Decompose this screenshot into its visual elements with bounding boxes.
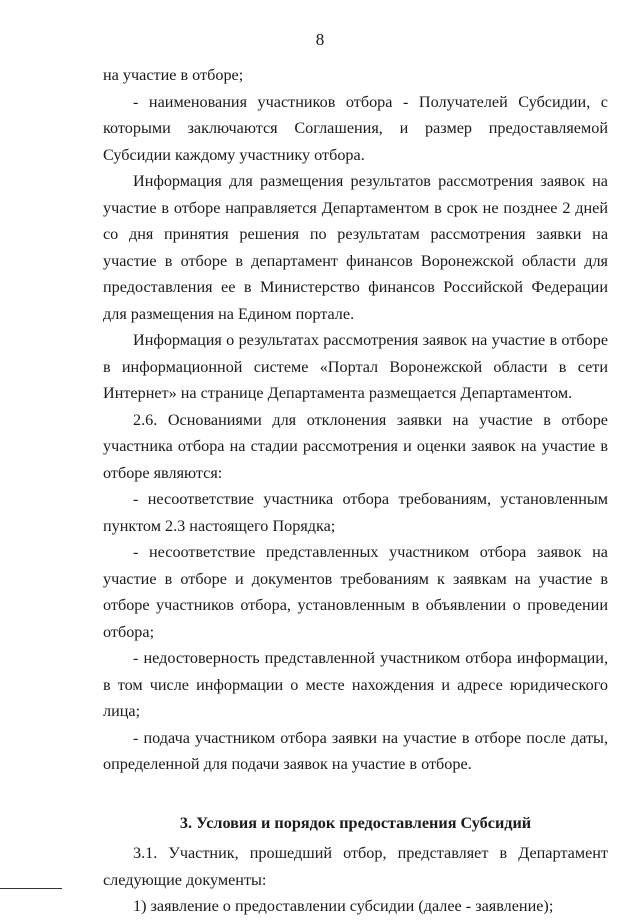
paragraph: 2.6. Основаниями для отклонения заявки на участие в отборе участника отбора на стадии рассмотрения и оценки заявок на участие в отборе являются:	[103, 410, 608, 482]
paragraph: - недостоверность представленной участником отбора информации, в том числе информации о месте нахождения и адресе юридического лица;	[103, 649, 608, 720]
paragraph: - подача участником отбора заявки на участие в отборе после даты, определенной для подачи заявок на участие в отборе.	[103, 728, 608, 773]
paragraph: Информация о результатах рассмотрения заявок на участие в отборе в информационной системе «Портал Воронежской области в сети Интернет» на странице Департамента размещается Департаментом.	[103, 331, 608, 402]
paragraph: на участие в отборе;	[103, 66, 244, 84]
paragraphs-before	[103, 62, 608, 778]
page-number: 8	[315, 30, 325, 49]
section-heading: 3. Условия и порядок предоставления Субсидий	[179, 813, 532, 832]
paragraphs-after	[103, 840, 608, 920]
paragraph: - несоответствие представленных участником отбора заявок на участие в отборе и документов требованиям к заявкам на участие в отборе участников отбора, установленным в объявлении о проведении отбора;	[103, 543, 608, 641]
paragraph: 3.1. Участник, прошедший отбор, представляет в Департамент следующие документы:	[103, 844, 608, 889]
paragraph: Информация для размещения результатов рассмотрения заявок на участие в отборе направляется Департаментом в срок не позднее 2 дней со дня принятия решения по результатам рассмотрения заявки на участие в отборе в департамент финансов Воронежской области для предоставления ее в Министерство финансов Российской Федерации для размещения на Едином портале.	[103, 172, 608, 323]
paragraph: - наименования участников отбора - Получателей Субсидии, с которыми заключаются Соглашения, и размер предоставляемой Субсидии каждому участнику отбора.	[103, 92, 608, 164]
document-body	[103, 62, 608, 920]
footnote-rule	[0, 888, 62, 889]
paragraph: - несоответствие участника отбора требованиям, установленным пунктом 2.3 настоящего Порядка;	[103, 490, 608, 535]
paragraph: 1) заявление о предоставлении субсидии (далее - заявление);	[133, 897, 554, 915]
